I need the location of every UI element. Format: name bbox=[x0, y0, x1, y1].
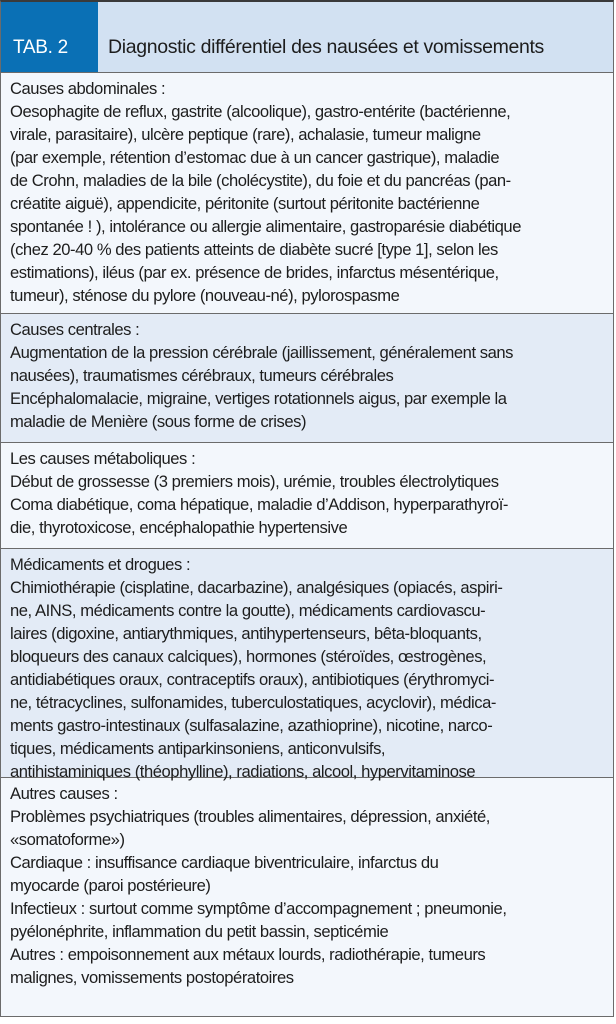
table-number: TAB. 2 bbox=[1, 2, 98, 72]
section-medications-drugs bbox=[1, 549, 613, 781]
section-line: bloqueurs des canaux calciques), hormones (stéroïdes, œstrogènes, bbox=[10, 647, 487, 666]
section-other-causes bbox=[1, 778, 613, 1017]
table-header bbox=[1, 2, 613, 73]
section-line: virale, parasitaire), ulcère peptique (rare), achalasie, tumeur maligne bbox=[10, 125, 481, 144]
section-line: «somatoforme») bbox=[10, 830, 125, 849]
section-heading: Autres causes : bbox=[10, 784, 118, 803]
section-line: pyélonéphrite, inflammation du petit bassin, septicémie bbox=[10, 922, 389, 941]
section-line: ne, tétracyclines, sulfonamides, tuberculostatiques, acyclovir), médica- bbox=[10, 693, 496, 712]
section-line: antidiabétiques oraux, contraceptifs oraux), antibiotiques (érythromyci- bbox=[10, 670, 495, 689]
section-line: créatite aiguë), appendicite, péritonite (surtout péritonite bactérienne bbox=[10, 194, 480, 213]
section-line: Cardiaque : insuffisance cardiaque biventriculaire, infarctus du bbox=[10, 853, 439, 872]
section-heading: Les causes métaboliques : bbox=[10, 449, 196, 468]
section-line: Autres : empoisonnement aux métaux lourds, radiothérapie, tumeurs bbox=[10, 945, 486, 964]
section-line: maladie de Menière (sous forme de crises) bbox=[10, 412, 307, 431]
table-title: Diagnostic différentiel des nausées et vomissements bbox=[98, 2, 613, 72]
section-line: Augmentation de la pression cérébrale (jaillissement, généralement sans bbox=[10, 343, 514, 362]
section-line: antihistaminiques (théophylline), radiations, alcool, hypervitaminose bbox=[10, 762, 476, 781]
section-line: nausées), traumatismes cérébraux, tumeurs cérébrales bbox=[10, 366, 394, 385]
section-line: Problèmes psychiatriques (troubles alimentaires, dépression, anxiété, bbox=[10, 807, 490, 826]
section-heading: Médicaments et drogues : bbox=[10, 555, 191, 574]
section-line: myocarde (paroi postérieure) bbox=[10, 876, 211, 895]
section-line: Encéphalomalacie, migraine, vertiges rotationnels aigus, par exemple la bbox=[10, 389, 507, 408]
section-line: die, thyrotoxicose, encéphalopathie hypertensive bbox=[10, 518, 348, 537]
section-line: Chimiothérapie (cisplatine, dacarbazine), analgésiques (opiacés, aspiri- bbox=[10, 578, 503, 597]
section-central-causes bbox=[1, 314, 613, 443]
section-metabolic-causes bbox=[1, 443, 613, 549]
section-line: Oesophagite de reflux, gastrite (alcoolique), gastro-entérite (bactérienne, bbox=[10, 102, 511, 121]
section-line: tiques, médicaments antiparkinsoniens, anticonvulsifs, bbox=[10, 739, 386, 758]
section-line: (chez 20-40 % des patients atteints de diabète sucré [type 1], selon les bbox=[10, 240, 498, 259]
section-line: malignes, vomissements postopératoires bbox=[10, 968, 294, 987]
section-line: (par exemple, rétention d’estomac due à un cancer gastrique), maladie bbox=[10, 148, 500, 167]
section-line: ments gastro-intestinaux (sulfasalazine, azathioprine), nicotine, narco- bbox=[10, 716, 493, 735]
section-line: laires (digoxine, antiarythmiques, antihypertenseurs, bêta-bloquants, bbox=[10, 624, 482, 643]
section-line: Coma diabétique, coma hépatique, maladie d’Addison, hyperparathyroï- bbox=[10, 495, 508, 514]
section-line: de Crohn, maladies de la bile (cholécystite), du foie et du pancréas (pan- bbox=[10, 171, 511, 190]
section-heading: Causes centrales : bbox=[10, 320, 140, 339]
section-line: Infectieux : surtout comme symptôme d’accompagnement ; pneumonie, bbox=[10, 899, 507, 918]
section-line: tumeur), sténose du pylore (nouveau-né), pylorospasme bbox=[10, 286, 400, 305]
section-line: ne, AINS, médicaments contre la goutte), médicaments cardiovascu- bbox=[10, 601, 486, 620]
section-line: Début de grossesse (3 premiers mois), urémie, troubles électrolytiques bbox=[10, 472, 499, 491]
section-abdominal-causes bbox=[1, 73, 613, 314]
section-line: spontanée ! ), intolérance ou allergie alimentaire, gastroparésie diabétique bbox=[10, 217, 521, 236]
section-heading: Causes abdominales : bbox=[10, 79, 166, 98]
section-line: estimations), iléus (par ex. présence de brides, infarctus mésentérique, bbox=[10, 263, 499, 282]
